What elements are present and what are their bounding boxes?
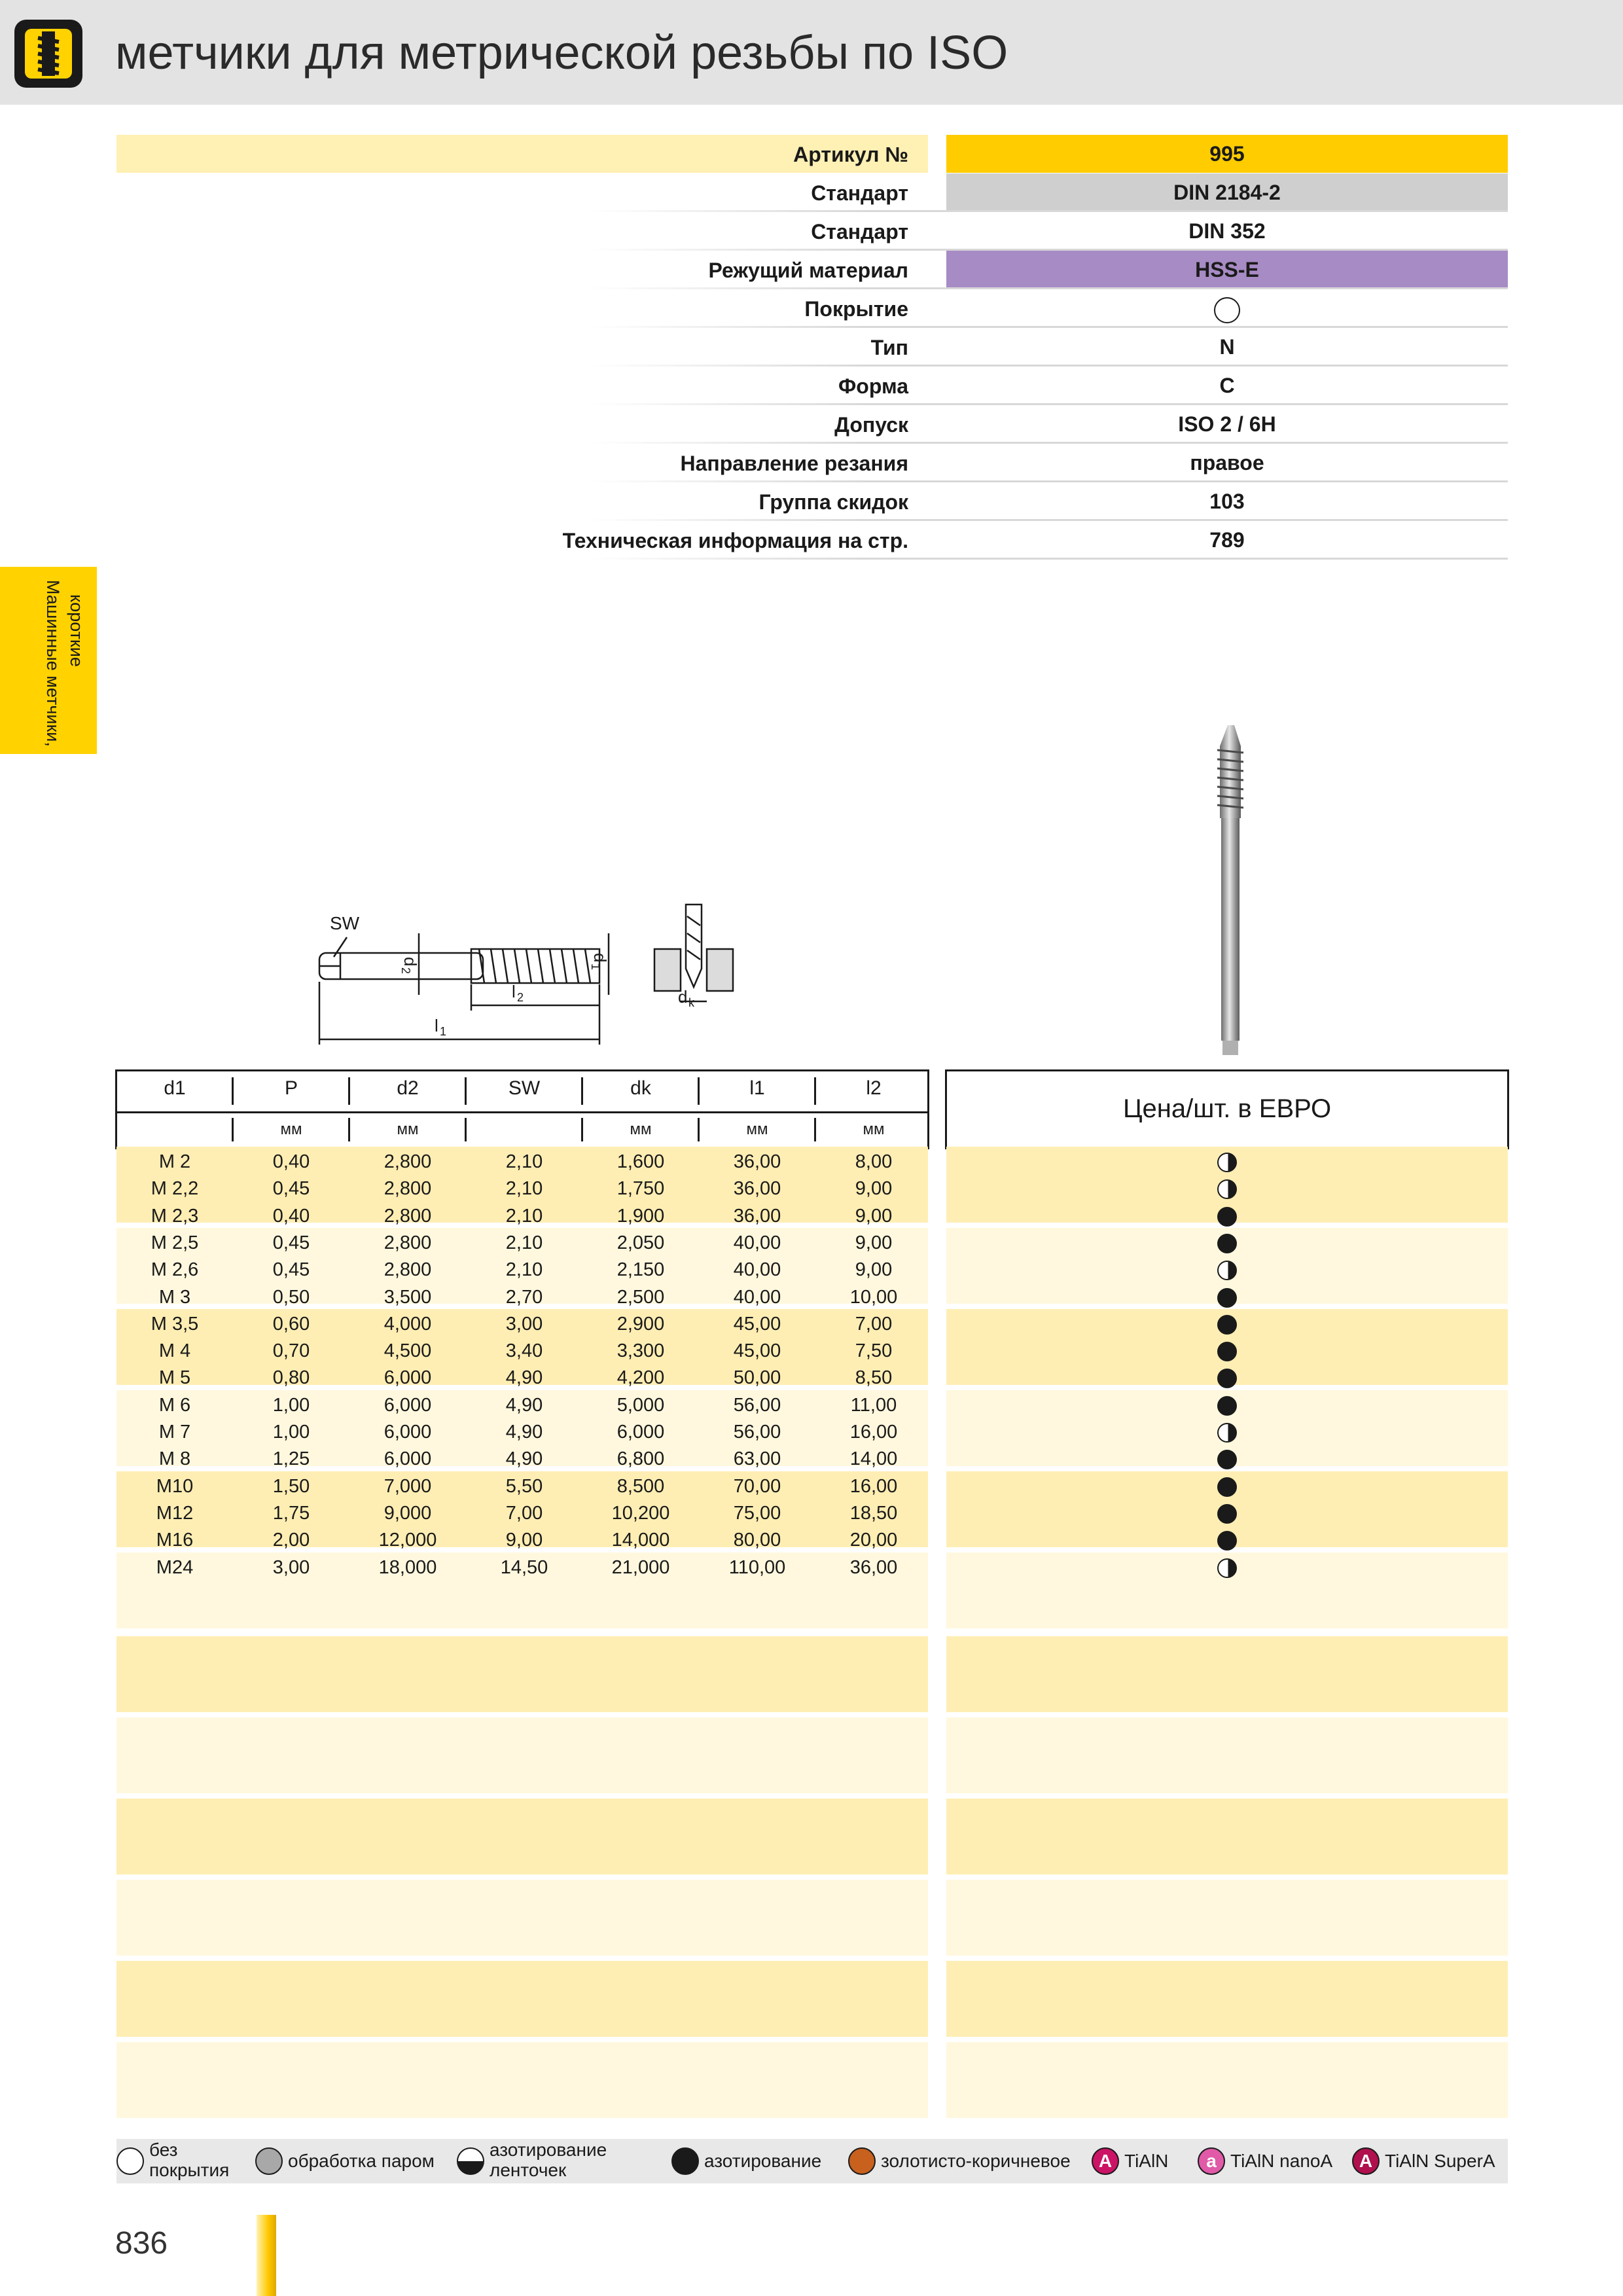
table-cell: 12,000 <box>378 1530 437 1551</box>
property-value: 995 <box>946 135 1508 173</box>
price-band <box>946 1799 1508 1874</box>
table-cell: M 3,5 <box>151 1313 199 1335</box>
property-value: C <box>1219 374 1235 397</box>
legend-gold-icon <box>848 2147 876 2175</box>
column-unit: мм <box>746 1121 768 1138</box>
availability-icon[interactable] <box>1217 1315 1237 1335</box>
table-cell: M10 <box>156 1475 194 1497</box>
legend-nano-icon <box>1198 2147 1225 2175</box>
legend-nitride-icon <box>671 2147 699 2175</box>
table-cell: 2,10 <box>505 1259 543 1281</box>
column-header-dk: dk <box>630 1077 651 1099</box>
table-cell: 2,800 <box>383 1205 432 1227</box>
column-unit: мм <box>280 1121 302 1138</box>
table-cell: 50,00 <box>733 1367 781 1389</box>
availability-icon[interactable] <box>1217 1234 1237 1253</box>
column-divider <box>348 1118 350 1141</box>
drawing-label-l2: l <box>512 982 516 1001</box>
legend-half-icon <box>457 2147 484 2175</box>
table-cell: 0,40 <box>272 1205 310 1227</box>
table-cell: 10,00 <box>849 1286 898 1308</box>
table-cell: 10,200 <box>611 1502 670 1524</box>
table-cell: 9,00 <box>855 1178 893 1200</box>
property-label: Тип <box>870 336 908 359</box>
table-cell: 80,00 <box>733 1530 781 1551</box>
table-cell: M 8 <box>158 1448 191 1470</box>
table-cell: 0,60 <box>272 1313 310 1335</box>
availability-icon[interactable] <box>1217 1396 1237 1416</box>
table-cell: 0,45 <box>272 1259 310 1281</box>
table-cell: 1,900 <box>616 1205 665 1227</box>
property-label: Стандарт <box>811 220 908 243</box>
property-value: DIN 2184-2 <box>946 173 1508 211</box>
table-band <box>116 2042 928 2118</box>
legend-label: TiAlN SuperA <box>1385 2151 1495 2171</box>
legend-tialn-icon <box>1092 2147 1119 2175</box>
table-cell: 56,00 <box>733 1394 781 1416</box>
availability-icon[interactable] <box>1217 1531 1237 1551</box>
tap-logo-icon <box>14 20 82 88</box>
table-cell: 6,000 <box>383 1394 432 1416</box>
column-header-p: P <box>284 1077 298 1099</box>
table-cell: 16,00 <box>849 1475 898 1497</box>
table-cell: 7,50 <box>855 1340 893 1362</box>
property-label: Форма <box>838 374 908 398</box>
drawing-label-d1: d <box>590 953 610 963</box>
table-cell: 56,00 <box>733 1422 781 1443</box>
table-cell: 2,800 <box>383 1232 432 1253</box>
column-divider <box>581 1118 583 1141</box>
property-label: Техническая информация на стр. <box>562 529 908 552</box>
table-cell: 2,70 <box>505 1286 543 1308</box>
table-cell: 2,10 <box>505 1205 543 1227</box>
table-cell: 36,00 <box>733 1151 781 1172</box>
column-header-d2: d2 <box>397 1077 419 1099</box>
table-band <box>116 1961 928 2037</box>
availability-icon[interactable] <box>1217 1342 1237 1361</box>
table-cell: 70,00 <box>733 1475 781 1497</box>
tap-technical-drawing <box>308 897 766 1054</box>
price-band <box>946 1961 1508 2037</box>
no-coating-icon <box>1214 297 1240 323</box>
legend-label: TiAlN <box>1124 2151 1169 2171</box>
property-label: Допуск <box>834 413 908 437</box>
availability-icon[interactable] <box>1217 1477 1237 1497</box>
table-cell: 36,00 <box>849 1556 898 1578</box>
table-cell: M 2,6 <box>151 1259 199 1281</box>
table-cell: 2,800 <box>383 1178 432 1200</box>
column-unit: мм <box>863 1121 885 1138</box>
table-cell: 1,600 <box>616 1151 665 1172</box>
table-cell: 45,00 <box>733 1313 781 1335</box>
drawing-label-dk-sub: k <box>688 996 694 1009</box>
column-divider <box>814 1118 816 1141</box>
availability-icon[interactable] <box>1217 1369 1237 1388</box>
table-cell: 40,00 <box>733 1232 781 1253</box>
table-cell: 4,90 <box>505 1367 543 1389</box>
section-side-tab-label <box>35 576 94 746</box>
table-cell: 3,00 <box>272 1556 310 1578</box>
property-label: Направление резания <box>680 452 908 475</box>
column-header-sw: SW <box>508 1077 541 1099</box>
table-cell: 2,900 <box>616 1313 665 1335</box>
table-cell: 40,00 <box>733 1259 781 1281</box>
table-cell: 4,200 <box>616 1367 665 1389</box>
column-header-d1: d1 <box>164 1077 186 1099</box>
column-divider <box>232 1077 234 1105</box>
property-value: N <box>1219 335 1235 359</box>
table-cell: M16 <box>156 1530 194 1551</box>
table-cell: 9,00 <box>505 1530 543 1551</box>
table-cell: 1,00 <box>272 1422 310 1443</box>
table-cell: 9,00 <box>855 1232 893 1253</box>
table-cell: 1,750 <box>616 1178 665 1200</box>
table-cell: 4,90 <box>505 1448 543 1470</box>
table-cell: 8,500 <box>616 1475 665 1497</box>
table-cell: M 6 <box>158 1394 191 1416</box>
drawing-label-l2-sub: 2 <box>517 991 524 1004</box>
table-cell: 6,000 <box>383 1422 432 1443</box>
table-cell: 7,000 <box>383 1475 432 1497</box>
table-cell: M 7 <box>158 1422 191 1443</box>
column-divider <box>465 1077 467 1105</box>
table-cell: M 2,5 <box>151 1232 199 1253</box>
table-cell: 21,000 <box>611 1556 670 1578</box>
table-cell: 6,000 <box>383 1367 432 1389</box>
availability-icon[interactable] <box>1217 1558 1237 1578</box>
table-cell: M12 <box>156 1502 194 1524</box>
side-tab-line2: короткие <box>67 594 86 667</box>
table-cell: 8,00 <box>855 1151 893 1172</box>
drawing-label-l1-sub: 1 <box>440 1025 447 1038</box>
table-cell: 6,800 <box>616 1448 665 1470</box>
property-label: Группа скидок <box>758 490 908 514</box>
table-cell: M 4 <box>158 1340 191 1362</box>
property-value: HSS-E <box>946 251 1508 289</box>
availability-icon[interactable] <box>1217 1504 1237 1524</box>
property-value: 789 <box>1209 528 1245 552</box>
table-cell: 9,00 <box>855 1205 893 1227</box>
price-header: Цена/шт. в ЕВРО <box>1122 1094 1332 1123</box>
table-cell: 3,00 <box>505 1313 543 1335</box>
property-value: DIN 352 <box>1188 219 1266 243</box>
table-cell: 2,800 <box>383 1151 432 1172</box>
table-cell: 2,10 <box>505 1178 543 1200</box>
column-divider <box>465 1118 467 1141</box>
table-cell: 36,00 <box>733 1178 781 1200</box>
legend-label-line2: ленточек <box>490 2160 567 2180</box>
table-band <box>116 1717 928 1793</box>
table-cell: 45,00 <box>733 1340 781 1362</box>
availability-icon[interactable] <box>1217 1288 1237 1308</box>
price-band <box>946 1636 1508 1712</box>
side-tab-line1: Машинные метчики, <box>43 580 63 746</box>
table-cell: 2,800 <box>383 1259 432 1281</box>
table-cell: 2,10 <box>505 1232 543 1253</box>
property-value: 103 <box>1209 490 1245 513</box>
legend-label-line2: покрытия <box>149 2160 230 2180</box>
availability-icon[interactable] <box>1217 1261 1237 1280</box>
table-cell: M 3 <box>158 1286 191 1308</box>
table-cell: 9,00 <box>855 1259 893 1281</box>
table-cell: 36,00 <box>733 1205 781 1227</box>
table-cell: 9,000 <box>383 1502 432 1524</box>
column-divider <box>581 1077 583 1105</box>
table-cell: 14,50 <box>500 1556 548 1578</box>
table-cell: 2,00 <box>272 1530 310 1551</box>
table-cell: 18,50 <box>849 1502 898 1524</box>
legend-letter: A <box>1098 2151 1113 2171</box>
legend-label: азотирование <box>490 2140 607 2160</box>
price-band <box>946 1880 1508 1956</box>
drawing-label-d1-sub: 1 <box>589 963 602 971</box>
table-cell: 18,000 <box>378 1556 437 1578</box>
table-cell: 1,50 <box>272 1475 310 1497</box>
table-cell: 3,300 <box>616 1340 665 1362</box>
table-cell: 63,00 <box>733 1448 781 1470</box>
table-cell: 1,00 <box>272 1394 310 1416</box>
drawing-label-sw: SW <box>330 913 360 933</box>
column-unit: мм <box>630 1121 652 1138</box>
table-cell: 5,50 <box>505 1475 543 1497</box>
table-cell: 1,25 <box>272 1448 310 1470</box>
column-unit: мм <box>397 1121 419 1138</box>
table-cell: 0,80 <box>272 1367 310 1389</box>
column-divider <box>698 1077 700 1105</box>
table-cell: 4,000 <box>383 1313 432 1335</box>
table-cell: M24 <box>156 1556 194 1578</box>
drawing-label-d2: d <box>401 957 420 967</box>
drawing-label-l1: l <box>435 1016 438 1035</box>
availability-icon[interactable] <box>1217 1450 1237 1469</box>
table-cell: 8,50 <box>855 1367 893 1389</box>
table-cell: 7,00 <box>855 1313 893 1335</box>
table-band <box>116 1799 928 1874</box>
table-cell: 2,150 <box>616 1259 665 1281</box>
price-band <box>946 1717 1508 1793</box>
tap-logo-inner <box>25 29 72 79</box>
legend-label: без <box>149 2140 178 2160</box>
page-number: 836 <box>115 2226 168 2261</box>
page-title: метчики для метрической резьбы по ISO <box>115 27 1008 79</box>
table-cell: 14,000 <box>611 1530 670 1551</box>
table-cell: 2,500 <box>616 1286 665 1308</box>
table-cell: M 2,3 <box>151 1205 199 1227</box>
table-cell: 14,00 <box>849 1448 898 1470</box>
table-cell: 40,00 <box>733 1286 781 1308</box>
table-cell: 7,00 <box>505 1502 543 1524</box>
page-edge-strip <box>257 2215 276 2296</box>
column-divider <box>698 1118 700 1141</box>
table-cell: 4,90 <box>505 1422 543 1443</box>
legend-letter: a <box>1206 2151 1217 2171</box>
column-header-l1: l1 <box>749 1077 765 1099</box>
legend-steam-icon <box>255 2147 283 2175</box>
table-cell: 0,70 <box>272 1340 310 1362</box>
availability-icon[interactable] <box>1217 1423 1237 1443</box>
table-band <box>116 1880 928 1956</box>
property-label: Артикул № <box>793 143 908 166</box>
legend-none-icon <box>116 2147 144 2175</box>
table-cell: 11,00 <box>850 1394 897 1416</box>
table-cell: 0,40 <box>272 1151 310 1172</box>
legend-label: обработка паром <box>288 2151 435 2171</box>
drawing-label-dk: d <box>678 987 688 1007</box>
legend-letter: A <box>1359 2151 1373 2171</box>
column-divider <box>232 1118 234 1141</box>
table-cell: M 2 <box>158 1151 191 1172</box>
column-divider <box>814 1077 816 1105</box>
spec-header-divider <box>117 1111 927 1113</box>
availability-icon[interactable] <box>1217 1207 1237 1227</box>
table-cell: M 5 <box>158 1367 191 1389</box>
column-divider <box>348 1077 350 1105</box>
drawing-label-d2-sub: 2 <box>399 967 412 975</box>
property-separator <box>589 558 1508 560</box>
table-cell: 0,45 <box>272 1178 310 1200</box>
table-cell: 16,00 <box>849 1422 898 1443</box>
property-label: Покрытие <box>804 297 908 321</box>
table-cell: 75,00 <box>733 1502 781 1524</box>
table-cell: 4,90 <box>505 1394 543 1416</box>
tap-product-image <box>1191 720 1270 1060</box>
table-cell: 3,500 <box>383 1286 432 1308</box>
table-cell: 3,40 <box>505 1340 543 1362</box>
legend-label: азотирование <box>704 2151 822 2171</box>
column-header-l2: l2 <box>866 1077 882 1099</box>
property-label: Режущий материал <box>708 259 908 282</box>
legend-label: золотисто-коричневое <box>881 2151 1071 2171</box>
table-cell: M 2,2 <box>151 1178 199 1200</box>
tap-thread-icon <box>25 29 72 79</box>
availability-icon[interactable] <box>1217 1153 1237 1172</box>
page-header <box>0 0 1623 105</box>
table-cell: 0,45 <box>272 1232 310 1253</box>
legend-label: TiAlN nanoA <box>1230 2151 1333 2171</box>
table-cell: 0,50 <box>272 1286 310 1308</box>
table-cell: 5,000 <box>616 1394 665 1416</box>
table-cell: 1,75 <box>272 1502 310 1524</box>
table-cell: 6,000 <box>616 1422 665 1443</box>
price-band <box>946 2042 1508 2118</box>
table-cell: 2,10 <box>505 1151 543 1172</box>
table-cell: 20,00 <box>849 1530 898 1551</box>
legend-supera-icon <box>1352 2147 1380 2175</box>
table-cell: 4,500 <box>383 1340 432 1362</box>
table-cell: 110,00 <box>728 1556 786 1578</box>
property-label: Стандарт <box>811 181 908 205</box>
property-value: ISO 2 / 6H <box>1178 412 1276 436</box>
table-cell: 2,050 <box>616 1232 665 1253</box>
property-value: правое <box>1190 451 1264 475</box>
table-cell: 6,000 <box>383 1448 432 1470</box>
table-band <box>116 1636 928 1712</box>
